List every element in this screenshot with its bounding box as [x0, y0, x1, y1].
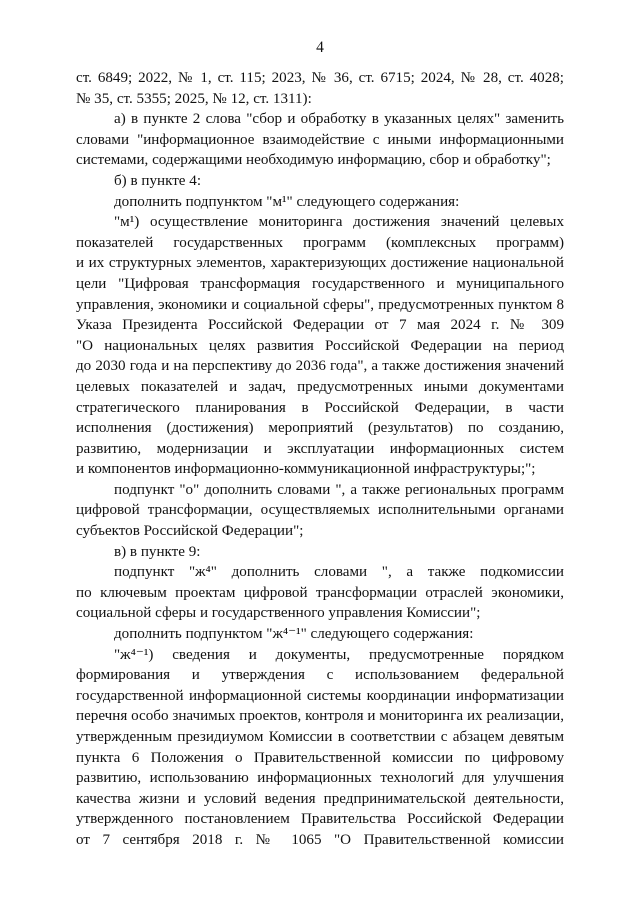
- text-line: по ключевым проектам цифровой трансформации отраслей экономики,: [76, 584, 564, 601]
- text-line: показателей государственных программ (комплексных программ): [76, 234, 564, 251]
- text-line: субъектов Российской Федерации";: [76, 523, 304, 540]
- text-line: "О национальных целях развития Российской Федерации на период: [76, 337, 564, 354]
- text-line: формирования и утверждения с использованием федеральной: [76, 667, 564, 684]
- text-line: качества жизни и условий ведения предпринимательской деятельности,: [76, 790, 564, 807]
- text-line: "м¹) осуществление мониторинга достижения значений целевых: [114, 214, 564, 231]
- text-line: дополнить подпунктом "ж⁴⁻¹" следующего содержания:: [114, 626, 474, 643]
- text-line: управления, экономики и социальной сферы", предусмотренных пунктом 8: [76, 296, 564, 313]
- text-line: утвержденного постановлением Правительства Российской Федерации: [76, 811, 564, 828]
- text-line: б) в пункте 4:: [114, 172, 202, 189]
- text-line: подпункт "ж⁴" дополнить словами ", а также подкомиссии: [114, 564, 564, 581]
- text-line: в) в пункте 9:: [114, 543, 201, 560]
- text-line: от 7 сентября 2018 г. № 1065 "О Правительственной комиссии: [76, 831, 564, 848]
- text-line: развитию, использованию информационных технологий для улучшения: [76, 770, 564, 787]
- text-line: и их структурных элементов, характеризующих достижение национальной: [76, 255, 564, 272]
- text-line: и компонентов информационно-коммуникационной инфраструктуры;";: [76, 461, 536, 478]
- text-line: до 2030 года и на перспективу до 2036 года", а также достижения значений: [76, 358, 564, 375]
- text-line: перечня особо значимых проектов, контроля и мониторинга их реализации,: [76, 708, 564, 725]
- text-line: № 35, ст. 5355; 2025, № 12, ст. 1311):: [76, 90, 312, 107]
- document-body: [76, 68, 564, 851]
- text-line: а) в пункте 2 слова "сбор и обработку в указанных целях" заменить: [114, 111, 564, 128]
- text-line: пункта 6 Положения о Правительственной комиссии по цифровому: [76, 749, 564, 766]
- text-line: государственной информационной системы координации информатизации: [76, 687, 564, 704]
- text-line: целевых показателей и задач, предусмотренных иными документами: [76, 378, 564, 395]
- text-line: цифровой трансформации, осуществляемых исполнительными органами: [76, 502, 564, 519]
- text-line: развитию, модернизации и эксплуатации информационных систем: [76, 440, 564, 457]
- text-line: системами, содержащими необходимую информацию, сбор и обработку";: [76, 152, 551, 169]
- text-line: социальной сферы и государственного управления Комиссии";: [76, 605, 481, 622]
- text-line: "ж⁴⁻¹) сведения и документы, предусмотренные порядком: [114, 646, 564, 663]
- text-line: утвержденным президиумом Комиссии в соответствии с абзацем девятым: [76, 729, 564, 745]
- page-number: 4: [316, 39, 324, 56]
- text-line: Указа Президента Российской Федерации от 7 мая 2024 г. № 309: [76, 317, 564, 334]
- text-line: цели "Цифровая трансформация государственного и муниципального: [76, 275, 564, 292]
- text-line: ст. 6849; 2022, № 1, ст. 115; 2023, № 36, ст. 6715; 2024, № 28, ст. 4028;: [76, 70, 564, 86]
- text-line: дополнить подпунктом "м¹" следующего содержания:: [114, 193, 460, 210]
- text-line: исполнения (достижения) мероприятий (результатов) по созданию,: [76, 420, 564, 437]
- text-line: словами "информационное взаимодействие с иными информационными: [76, 131, 564, 148]
- text-line: подпункт "о" дополнить словами ", а также региональных программ: [114, 481, 564, 498]
- text-line: стратегического планирования в Российской Федерации, в части: [76, 399, 564, 416]
